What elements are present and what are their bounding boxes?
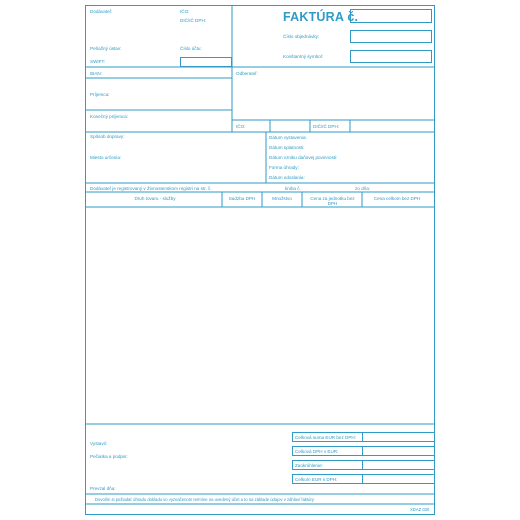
constant-symbol-label: Konštantný symbol:	[283, 54, 324, 59]
registration-book: kniha č.	[285, 186, 301, 191]
issued-by-label: Vystavil:	[90, 441, 107, 446]
order-number-label: Číslo objednávky:	[283, 34, 320, 39]
rounding-label: Zaokrúhlenie:	[295, 463, 323, 468]
received-date-label: Prevzal dňa:	[90, 486, 116, 491]
document-title: FAKTÚRA č.	[283, 10, 359, 24]
col-quantity-header: Množstvo	[272, 196, 292, 201]
customer-ico-label: IČO:	[236, 124, 246, 129]
customer-label: Odberateľ:	[236, 71, 258, 76]
customer-dic-label: DIČ/IČ DPH:	[313, 124, 340, 129]
col-total-header: Cena celkom bez DPH	[373, 196, 421, 201]
dispatch-date-label: Dátum odoslania:	[269, 175, 305, 180]
final-recipient-label: Konečný príjemca:	[90, 114, 129, 119]
col-goods-header: Druh tovaru - služby	[134, 196, 176, 201]
destination-label: Miesto určenia:	[90, 155, 122, 160]
total-without-vat-label: Celková suma EUR bez DPH:	[295, 435, 357, 440]
supplier-label: Dodávateľ:	[90, 9, 113, 14]
total-with-vat-label: Celkom EUR s DPH:	[295, 477, 338, 482]
supplier-dic-label: DIČ/IČ DPH:	[180, 18, 207, 23]
transport-method-label: Spôsob dopravy:	[90, 134, 125, 139]
total-vat-label: Celková DPH v EUR:	[295, 449, 339, 454]
supplier-ico-label: IČO:	[180, 9, 190, 14]
payment-note: Dovolím si požiadať úhradu dokladu vo vyznačenom termíne na uvedený účet a to na základe údajov v záhlaví faktúry	[95, 497, 314, 502]
registration-text: Dodávateľ je registrovaný v Živnostenskom registri na str. č.	[90, 186, 212, 191]
col-vat-rate-header: Sadzba DPH	[228, 196, 256, 201]
recipient-label: Príjemca:	[90, 92, 110, 97]
bank-label: Peňažný ústav:	[90, 46, 122, 51]
registration-date: zo dňa:	[355, 186, 371, 191]
due-date-label: Dátum splatnosti:	[269, 145, 305, 150]
swift-label: SWIFT:	[90, 59, 106, 64]
form-code: XDAZ 030	[410, 507, 430, 512]
stamp-signature-label: Pečiatka a podpis:	[90, 454, 128, 459]
tax-date-label: Dátum vzniku daňovej povinnosti:	[269, 155, 338, 160]
account-number-label: Číslo účtu:	[180, 46, 202, 51]
issue-date-label: Dátum vystavenia:	[269, 135, 307, 140]
payment-form-label: Forma úhrady:	[269, 165, 299, 170]
iban-label: IBAN:	[90, 71, 102, 76]
col-unit-price-header: Cena za jednotku bez DPH	[310, 196, 355, 206]
